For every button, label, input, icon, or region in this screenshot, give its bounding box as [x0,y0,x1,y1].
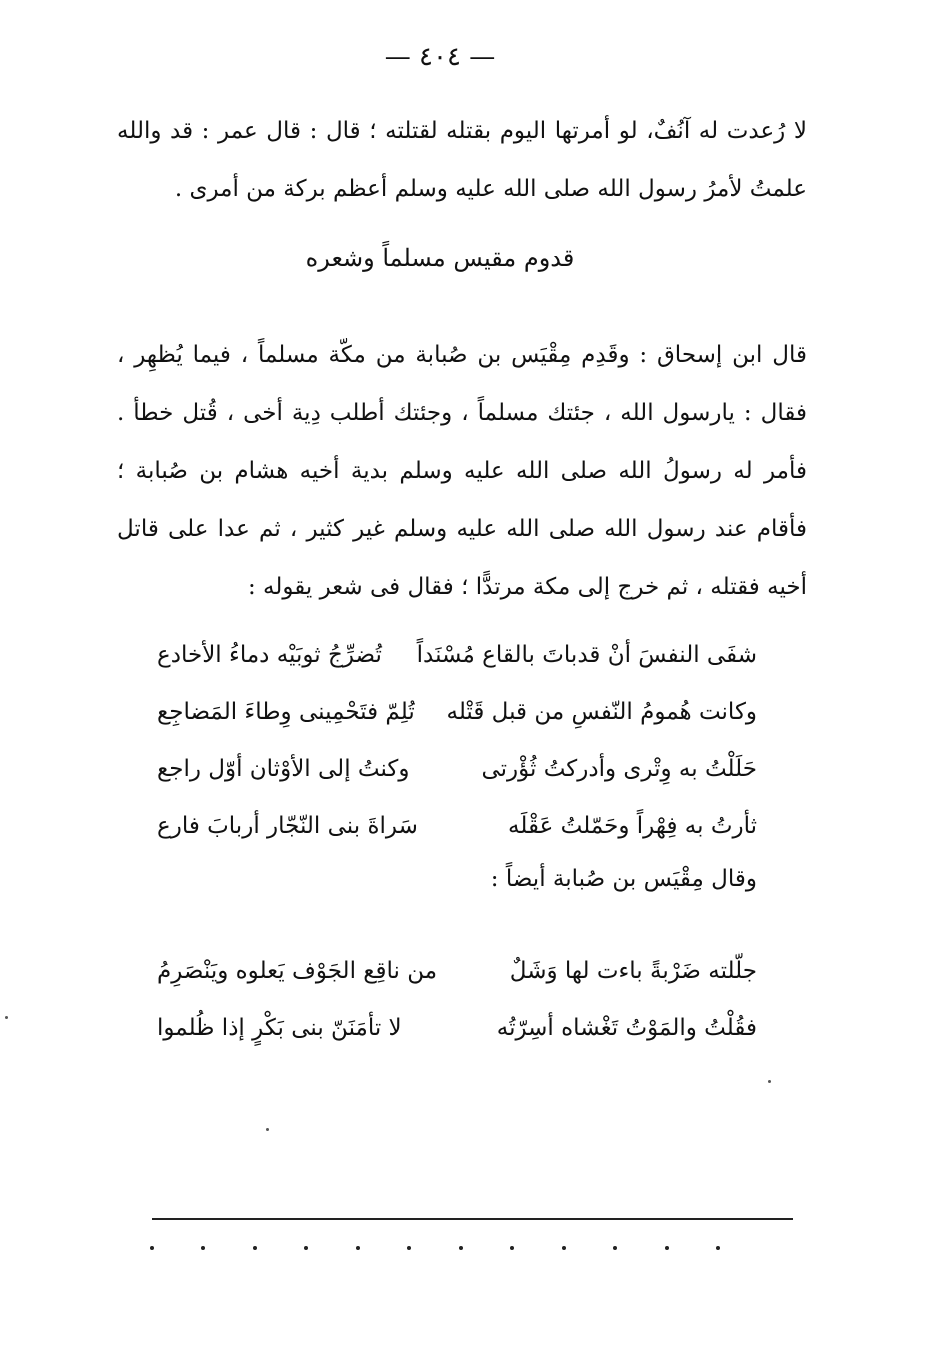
footnote-dot [716,1246,720,1250]
footnote-dot [407,1246,411,1250]
verse-second-hemistich: من ناقِع الجَوْف يَعلوه ويَنْصَرِمُ [157,957,438,984]
poem-two [157,942,757,1056]
footnote-dot [510,1246,514,1250]
verse-first-hemistich: جلّلته ضَرْبةً باءت لها وَشَلٌ [509,957,757,984]
verse-second-hemistich: سَراةَ بنى النّجّار أربابَ فارع [157,812,418,839]
verse [157,626,757,683]
verse-second-hemistich: لا تأمَنَنّ بنى بَكْرٍ إذا ظُلموا [157,1014,402,1041]
print-speck [266,1128,269,1131]
verse-first-hemistich: وكانت هُمومُ النّفسِ من قبل قَتْله [446,698,757,725]
print-speck [768,1080,771,1083]
verse [157,942,757,999]
verse-first-hemistich: فقُلْتُ والمَوْتُ تَغْشاه أسِرّتُه [496,1014,757,1041]
footnote-dot [665,1246,669,1250]
footnote-dot [304,1246,308,1250]
verse-second-hemistich: تُضرِّجُ ثوبَيْه دماءُ الأخادع [157,641,382,668]
print-speck [5,1016,8,1019]
verse-second-hemistich: تُلِمّ فتَحْمِينى وِطاءَ المَضاجِع [157,698,415,725]
verse-first-hemistich: ثأرتُ به فِهْراً وحَمّلتُ عَقْلَه [508,812,757,839]
paragraph-top: لا رُعدت له آنُفٌ، لو أمرتها اليوم بقتله لقتلته ؛ قال : قال عمر : قد والله علمتُ لأمرُ رسول الله صلى الله عليه وسلم أعظم بركة من أمرى . [117,118,807,202]
footnote-dot [356,1246,360,1250]
footnote-dot [150,1246,154,1250]
footnote-dot [562,1246,566,1250]
poem-one [157,626,757,854]
verse [157,683,757,740]
section-heading: قدوم مقيس مسلماً وشعره [305,244,575,272]
verse [157,797,757,854]
verse [157,999,757,1056]
footnote-dot [253,1246,257,1250]
footnote-dot [459,1246,463,1250]
footnote-dots [150,1246,720,1250]
verse-second-hemistich: وكنتُ إلى الأوْثان أوّل راجع [157,755,410,782]
verse [157,740,757,797]
verse-first-hemistich: شفَى النفسَ أنْ قدباتَ بالقاع مُسْنَداً [416,641,757,668]
verse-first-hemistich: حَلَلْتُ به وِتْرى وأدركتُ ثُؤْرتى [481,755,757,782]
footnote-rule [152,1218,793,1220]
footnote-dot [201,1246,205,1250]
footnote-dot [613,1246,617,1250]
page-number: — ٤٠٤ — [384,42,496,72]
poem-two-intro: وقال مِقْيَس بن صُبابة أيضاً : [490,866,757,892]
paragraph-main: قال ابن إسحاق : وقَدِم مِقْيَس بن صُبابة من مكّة مسلماً ، فيما يُظهِر ، فقال : يارسول الله ، جئتك مسلماً ، وجئتك أطلب دِية أخى ، قُتل خطأ . فأمر له رسولُ الله صلى الله عليه وسلم بدية أخيه هشام بن صُبابة ؛ فأقام عند رسول الله صلى الله عليه وسلم غير كثير ، ثم عدا على قاتل أخيه فقتله ، ثم خرج إلى مكة مرتدًّا ؛ فقال فى شعر يقوله : [117,342,807,600]
